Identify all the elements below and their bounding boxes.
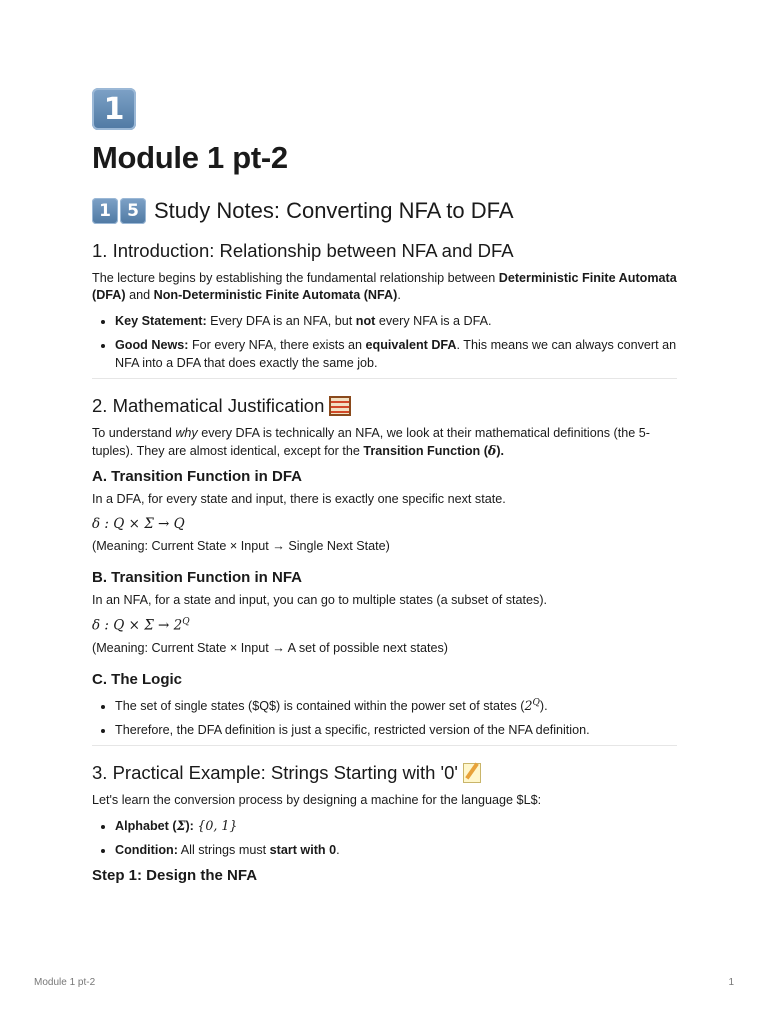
subsection-c-list: [92, 694, 677, 739]
footer-page-number: 1: [728, 977, 734, 988]
keycap-one-icon: 1: [92, 88, 136, 130]
section-1-intro: The lecture begins by establishing the fundamental relationship between Deterministic Finite Automata (DFA) and Non-Deterministic Finite Automata (NFA).: [92, 271, 677, 302]
keycap-digit: 5: [120, 198, 146, 224]
section-3-intro: Let's learn the conversion process by designing a machine for the language $L$:: [92, 792, 542, 807]
subsection-b-meaning: (Meaning: Current State × Input → A set of possible next states): [92, 640, 448, 655]
footer-document-title: Module 1 pt-2: [34, 977, 96, 988]
step-1-heading: Step 1: Design the NFA: [92, 866, 258, 884]
list-item: • Alphabet (Σ): {0, 1}: [115, 817, 677, 835]
nfa-transition-formula: δ : $Q \times \Sigma \to 2^Q$: [92, 617, 190, 634]
memo-icon: [463, 763, 481, 783]
keycap-digit: 1: [92, 198, 118, 224]
subsection-a-text: In a DFA, for every state and input, there is exactly one specific next state.: [92, 492, 506, 506]
list-item: • The set of single states ($Q$) is contained within the power set of states $(2^Q)$.: [115, 694, 677, 715]
list-item: • Key Statement: Every DFA is an NFA, but not every NFA is a DFA.: [115, 312, 677, 330]
page-title: Module 1 pt-2: [92, 140, 288, 175]
subsection-b-heading: B. Transition Function in NFA: [92, 569, 302, 586]
section-2-intro: To understand why every DFA is technically an NFA, we look at their mathematical definitions (the 5-tuples). They are almost identical, except for the Transition Function (δ).: [92, 426, 650, 458]
list-item: • Therefore, the DFA definition is just a specific, restricted version of the NFA definition.: [115, 721, 677, 739]
study-notes-heading: [92, 198, 677, 224]
section-1-list: [92, 312, 677, 372]
divider: [92, 378, 677, 379]
list-item: • Condition: All strings must start with 0.: [115, 841, 677, 859]
dfa-transition-formula: δ : Q × Σ → Q: [92, 516, 185, 532]
divider: [92, 745, 677, 746]
section-2-heading: 2. Mathematical Justification: [92, 395, 677, 417]
subsection-a-meaning: (Meaning: Current State × Input → Single Next State): [92, 539, 390, 553]
subsection-a-heading: A. Transition Function in DFA: [92, 468, 302, 485]
subsection-b-text: In an NFA, for a state and input, you can go to multiple states (a subset of states).: [92, 593, 548, 607]
study-notes-heading-text: Study Notes: Converting NFA to DFA: [154, 198, 514, 223]
section-1-heading: 1. Introduction: Relationship between NFA and DFA: [92, 240, 514, 261]
subsection-c-heading: C. The Logic: [92, 670, 182, 688]
list-item: • Good News: For every NFA, there exists an equivalent DFA. This means we can always convert an NFA into a DFA that does exactly the same job.: [115, 336, 677, 372]
section-3-heading: 3. Practical Example: Strings Starting with '0': [92, 762, 677, 784]
keycap-15-icon: [92, 198, 146, 224]
abacus-icon: [329, 396, 351, 416]
document-page: [92, 88, 677, 890]
section-3-list: [92, 817, 677, 859]
